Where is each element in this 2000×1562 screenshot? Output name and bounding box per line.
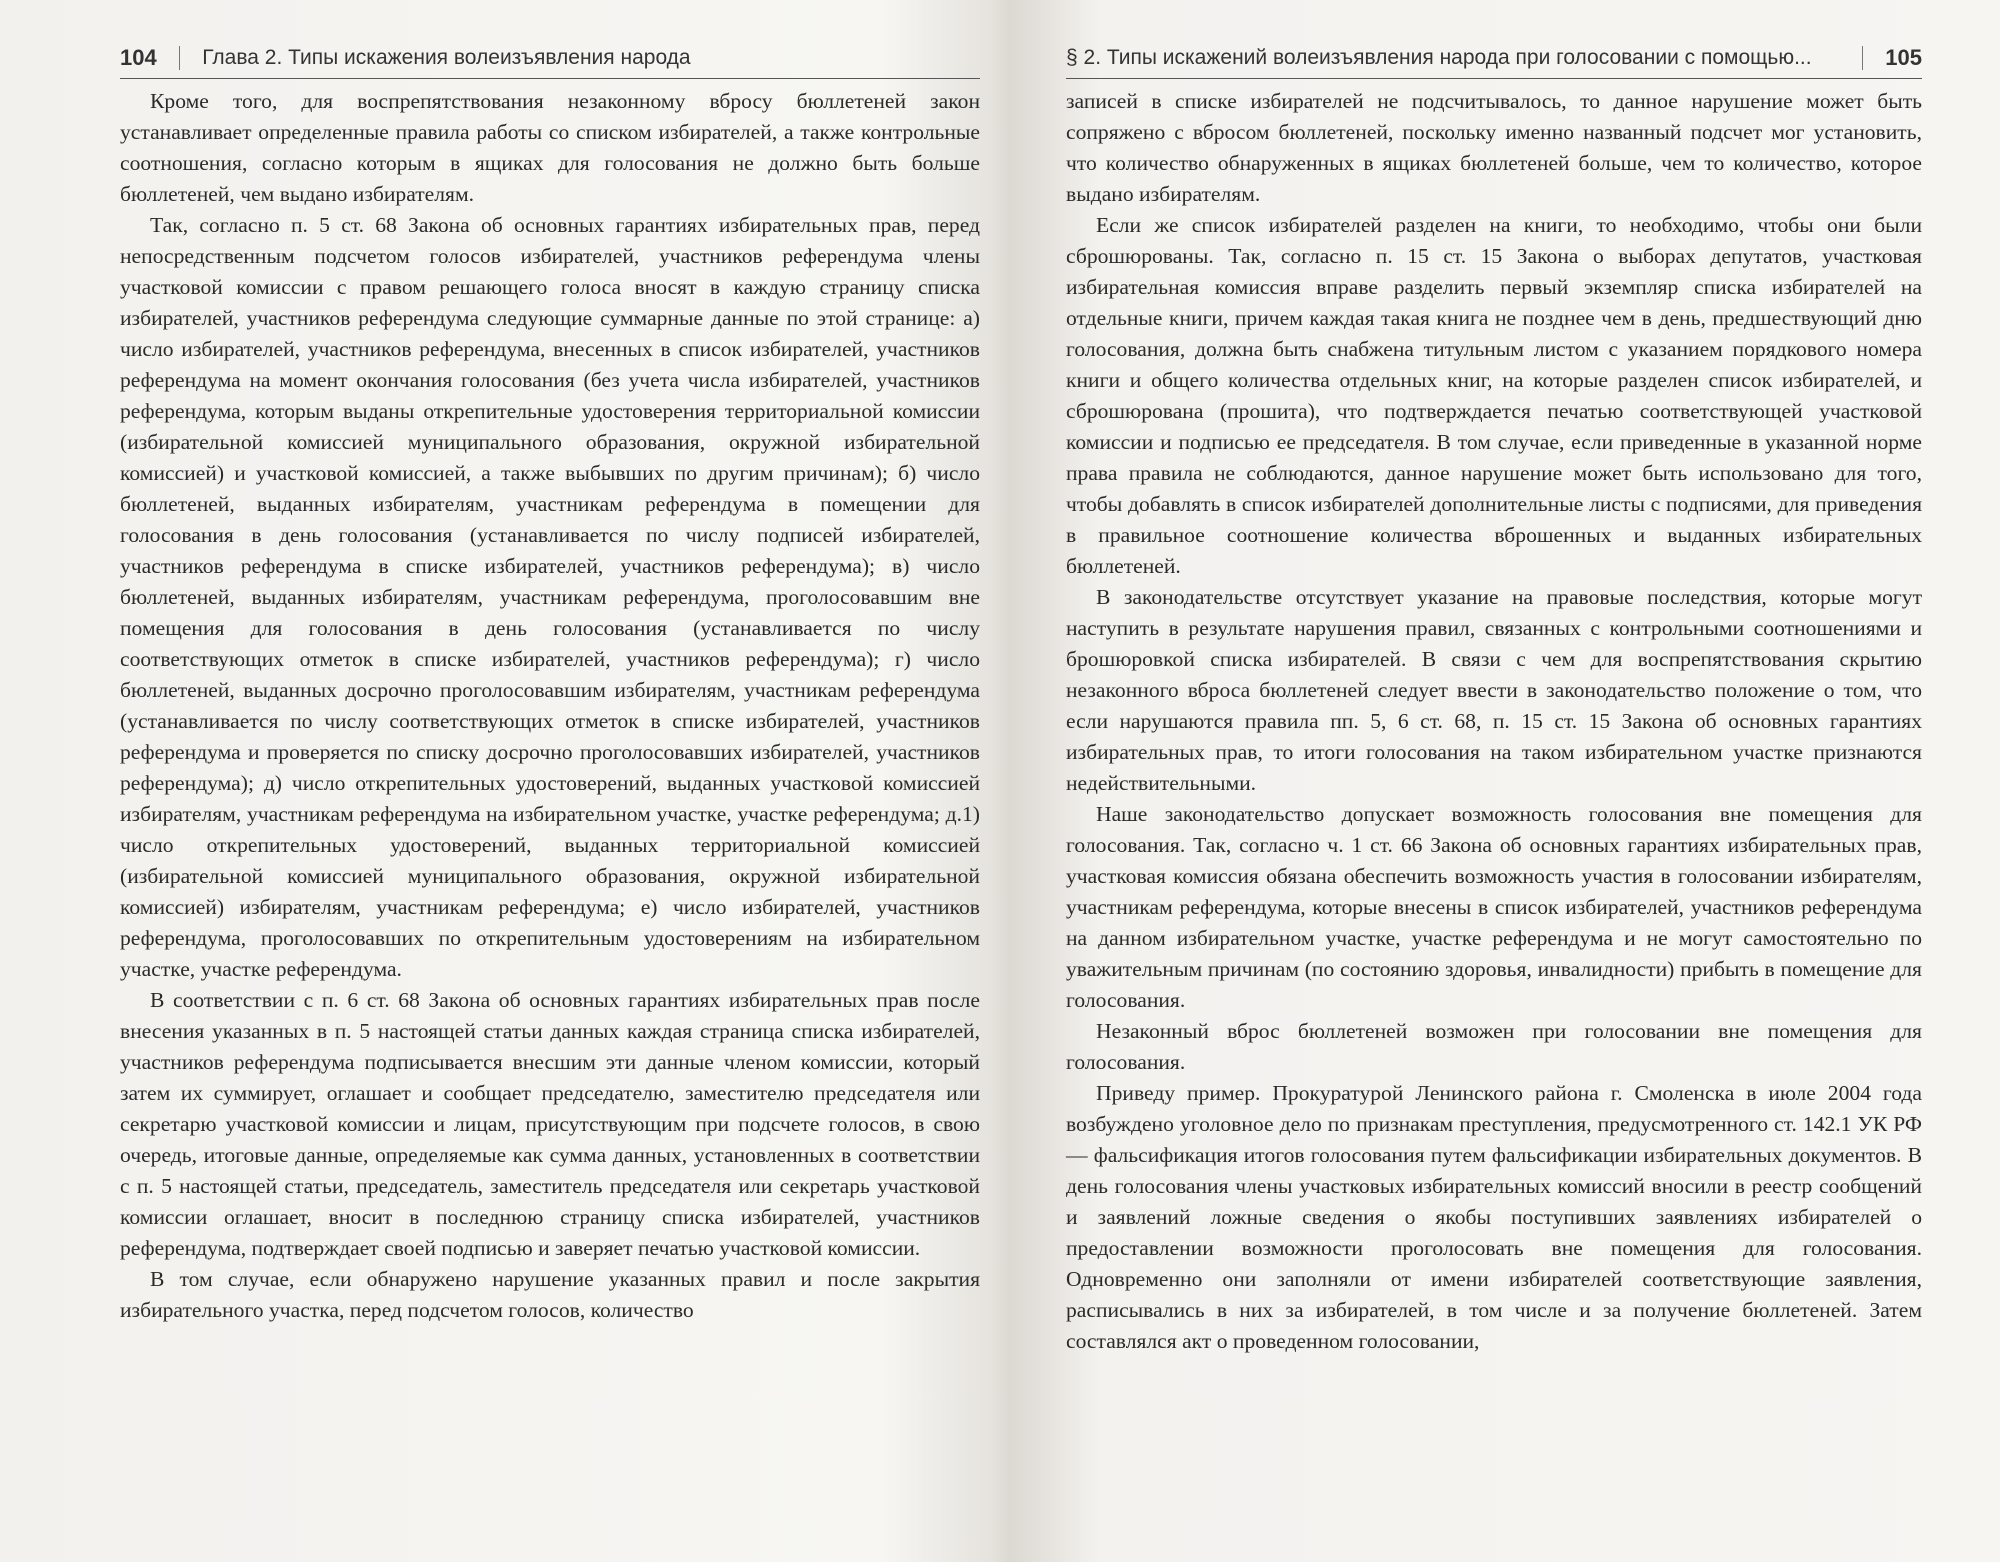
paragraph: Незаконный вброс бюллетеней возможен при голосовании вне помещения для голосования. bbox=[1066, 1019, 1922, 1074]
running-header-right bbox=[1066, 38, 1922, 79]
page-number-right: 105 bbox=[1885, 45, 1922, 70]
left-page-text bbox=[120, 86, 980, 1326]
paragraph: Приведу пример. Прокуратурой Ленинского района г. Смоленска в июле 2004 года возбуждено уголовное дело по признакам преступления, предусмотренного ст. 142.1 УК РФ — фальсификация итогов голосования путем фальсификации избирательных документов. В день голосования члены участковых избирательных комиссий вносили в реестр сообщений и заявлений ложные сведения о якобы поступивших заявлениях избирателей о предоставлении возможности проголосовать вне помещения для голосования. Одновременно они заполняли от имени избирателей соответствующие заявления, расписывались в них за избирателей, в том числе и за получение бюллетеней. Затем составлялся акт о проведенном голосовании, bbox=[1066, 1081, 1922, 1353]
chapter-title: Глава 2. Типы искажения волеизъявления народа bbox=[202, 46, 691, 69]
section-title: § 2. Типы искажений волеизъявления народа при голосовании с помощью... bbox=[1066, 46, 1812, 69]
right-page bbox=[1000, 0, 2000, 1562]
paragraph: В том случае, если обнаружено нарушение указанных правил и после закрытия избирательного участка, перед подсчетом голосов, количество bbox=[120, 1267, 980, 1322]
paragraph: Наше законодательство допускает возможность голосования вне помещения для голосования. Так, согласно ч. 1 ст. 66 Закона об основных гарантиях избирательных прав, участковая комиссия обязана обеспечить возможность участия в голосовании избирателям, участникам референдума, которые внесены в список избирателей, участников референдума на данном избирательном участке, участке референдума и не могут самостоятельно по уважительным причинам (по состоянию здоровья, инвалидности) прибыть в помещение для голосования. bbox=[1066, 802, 1922, 1012]
paragraph: Кроме того, для воспрепятствования незаконному вбросу бюллетеней закон устанавливает определенные правила работы со списком избирателей, а также контрольные соотношения, согласно которым в ящиках для голосования не должно быть больше бюллетеней, чем выдано избирателям. bbox=[120, 89, 980, 206]
right-page-text bbox=[1066, 86, 1922, 1357]
paragraph: В законодательстве отсутствует указание на правовые последствия, которые могут наступить в результате нарушения правил, связанных с контрольными соотношениями и брошюровкой списка избирателей. В связи с чем для воспрепятствования скрытию незаконного вброса бюллетеней следует ввести в законодательство положение о том, что если нарушаются правила пп. 5, 6 ст. 68, п. 15 ст. 15 Закона об основных гарантиях избирательных прав, то итоги голосования на таком избирательном участке признаются недействительными. bbox=[1066, 585, 1922, 795]
paragraph: Если же список избирателей разделен на книги, то необходимо, чтобы они были сброшюрованы. Так, согласно п. 15 ст. 15 Закона о выборах депутатов, участковая избирательная комиссия вправе разделить первый экземпляр списка избирателей на отдельные книги, причем каждая такая книга не позднее чем в день, предшествующий дню голосования, должна быть снабжена титульным листом с указанием порядкового номера книги и общего количества отдельных книг, на которые разделен список избирателей, и сброшюрована (прошита), что подтверждается печатью соответствующей участковой комиссии и подписью ее председателя. В том случае, если приведенные в указанной норме права правила не соблюдаются, данное нарушение может быть использовано для того, чтобы добавлять в список избирателей дополнительные листы с подписями, для приведения в правильное соотношение количества вброшенных и выданных избирательных бюллетеней. bbox=[1066, 213, 1922, 578]
page-number-left: 104 bbox=[120, 45, 157, 70]
paragraph: Так, согласно п. 5 ст. 68 Закона об основных гарантиях избирательных прав, перед непосредственным подсчетом голосов избирателей, участников референдума члены участковой комиссии с правом решающего голоса вносят в каждую страницу списка избирателей, участников референдума следующие суммарные данные по этой странице: а) число избирателей, участников референдума, внесенных в список избирателей, участников референдума на момент окончания голосования (без учета числа избирателей, участников референдума, которым выданы открепительные удостоверения территориальной комиссии (избирательной комиссией муниципального образования, окружной избирательной комиссией) и участковой комиссией, а также выбывших по другим причинам); б) число бюллетеней, выданных избирателям, участникам референдума в помещении для голосования в день голосования (устанавливается по числу подписей избирателей, участников референдума в списке избирателей, участников референдума); в) число бюллетеней, выданных избирателям, участникам референдума, проголосовавшим вне помещения для голосования в день голосования (устанавливается по числу соответствующих отметок в списке избирателей, участников референдума); г) число бюллетеней, выданных досрочно проголосовавшим избирателям, участникам референдума (устанавливается по числу соответствующих отметок в списке избирателей, участников референдума и проверяется по списку досрочно проголосовавших избирателей, участников референдума); д) число открепительных удостоверений, выданных участковой комиссией избирателям, участникам референдума на избирательном участке, участке референдума; д.1) число открепительных удостоверений, выданных территориальной комиссией (избирательной комиссией муниципального образования, окружной избирательной комиссией) избирателям, участникам референдума; е) число избирателей, участников референдума, проголосовавших по открепительным удостоверениям на избирательном участке, участке референдума. bbox=[120, 213, 980, 981]
paragraph-continuation: записей в списке избирателей не подсчитывалось, то данное нарушение может быть сопряжено с вбросом бюллетеней, поскольку именно названный подсчет мог установить, что количество обнаруженных в ящиках бюллетеней больше, чем то количество, которое выдано избирателям. bbox=[1066, 89, 1922, 206]
running-header-left bbox=[120, 38, 980, 79]
header-separator bbox=[1862, 46, 1864, 70]
paragraph: В соответствии с п. 6 ст. 68 Закона об основных гарантиях избирательных прав после внесения указанных в п. 5 настоящей статьи данных каждая страница списка избирателей, участников референдума подписывается внесшим эти данные членом комиссии, который затем их суммирует, оглашает и сообщает председателю, заместителю председателя или секретарю участковой комиссии и лицам, присутствующим при подсчете голосов, в свою очередь, итоговые данные, определяемые как сумма данных, установленных в соответствии с п. 5 настоящей статьи, председатель, заместитель председателя или секретарь участковой комиссии оглашает, вносит в последнюю страницу списка избирателей, участников референдума, подтверждает своей подписью и заверяет печатью участковой комиссии. bbox=[120, 988, 980, 1260]
header-separator bbox=[179, 46, 181, 70]
